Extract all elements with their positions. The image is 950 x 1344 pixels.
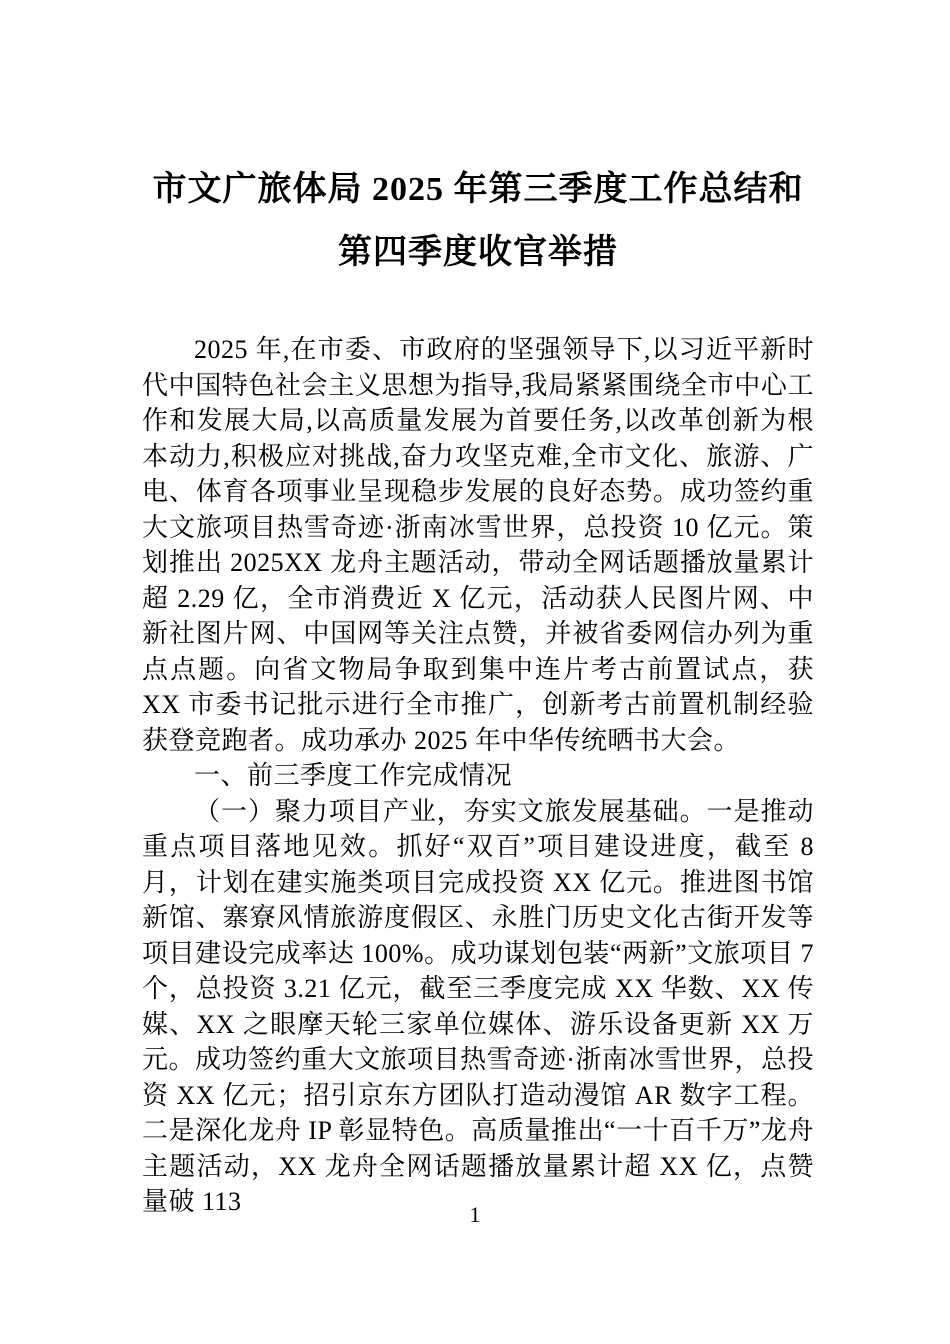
title-line-2: 第四季度收官举措 xyxy=(338,234,618,271)
document-body xyxy=(142,332,814,1220)
paragraph-section-one: （一）聚力项目产业，夯实文旅发展基础。一是推动重点项目落地见效。抓好“双百”项目建设进度，截至 8 月，计划在建实施类项目完成投资 XX 亿元。推进图书馆新馆、寨寮风情旅游度假区、永胜门历史文化古街开发等项目建设完成率达 100%。成功谋划包装“两新”文旅项目 7 个，总投资 3.21 亿元，截至三季度完成 XX 华数、XX 传媒、XX 之眼摩天轮三家单位媒体、游乐设备更新 XX 万元。成功签约重大文旅项目热雪奇迹·浙南冰雪世界，总投资 XX 亿元；招引京东方团队打造动漫馆 AR 数字工程。二是深化龙舟 IP 彰显特色。高质量推出“一十百千万”龙舟主题活动，XX 龙舟全网话题播放量累计超 XX 亿，点赞量破 113 xyxy=(142,796,814,1216)
paragraph-intro: 2025 年,在市委、市政府的坚强领导下,以习近平新时代中国特色社会主义思想为指导,我局紧紧围绕全市中心工作和发展大局,以高质量发展为首要任务,以改革创新为根本动力,积极应对挑战,奋力攻坚克难,全市文化、旅游、广电、体育各项事业呈现稳步发展的良好态势。成功签约重大文旅项目热雪奇迹·浙南冰雪世界，总投资 10 亿元。策划推出 2025XX 龙舟主题活动，带动全网话题播放量累计超 2.29 亿，全市消费近 X 亿元，活动获人民图片网、中新社图片网、中国网等关注点赞，并被省委网信办列为重点点题。向省文物局争取到集中连片考古前置试点，获 XX 市委书记批示进行全市推广，创新考古前置机制经验获登竞跑者。成功承办 2025 年中华传统晒书大会。 xyxy=(142,335,814,755)
paragraph-section-heading: 一、前三季度工作完成情况 xyxy=(194,761,513,790)
title-line-1: 市文广旅体局 2025 年第三季度工作总结和 xyxy=(152,171,804,208)
page-number: 1 xyxy=(469,1202,481,1227)
document-title xyxy=(142,158,814,284)
